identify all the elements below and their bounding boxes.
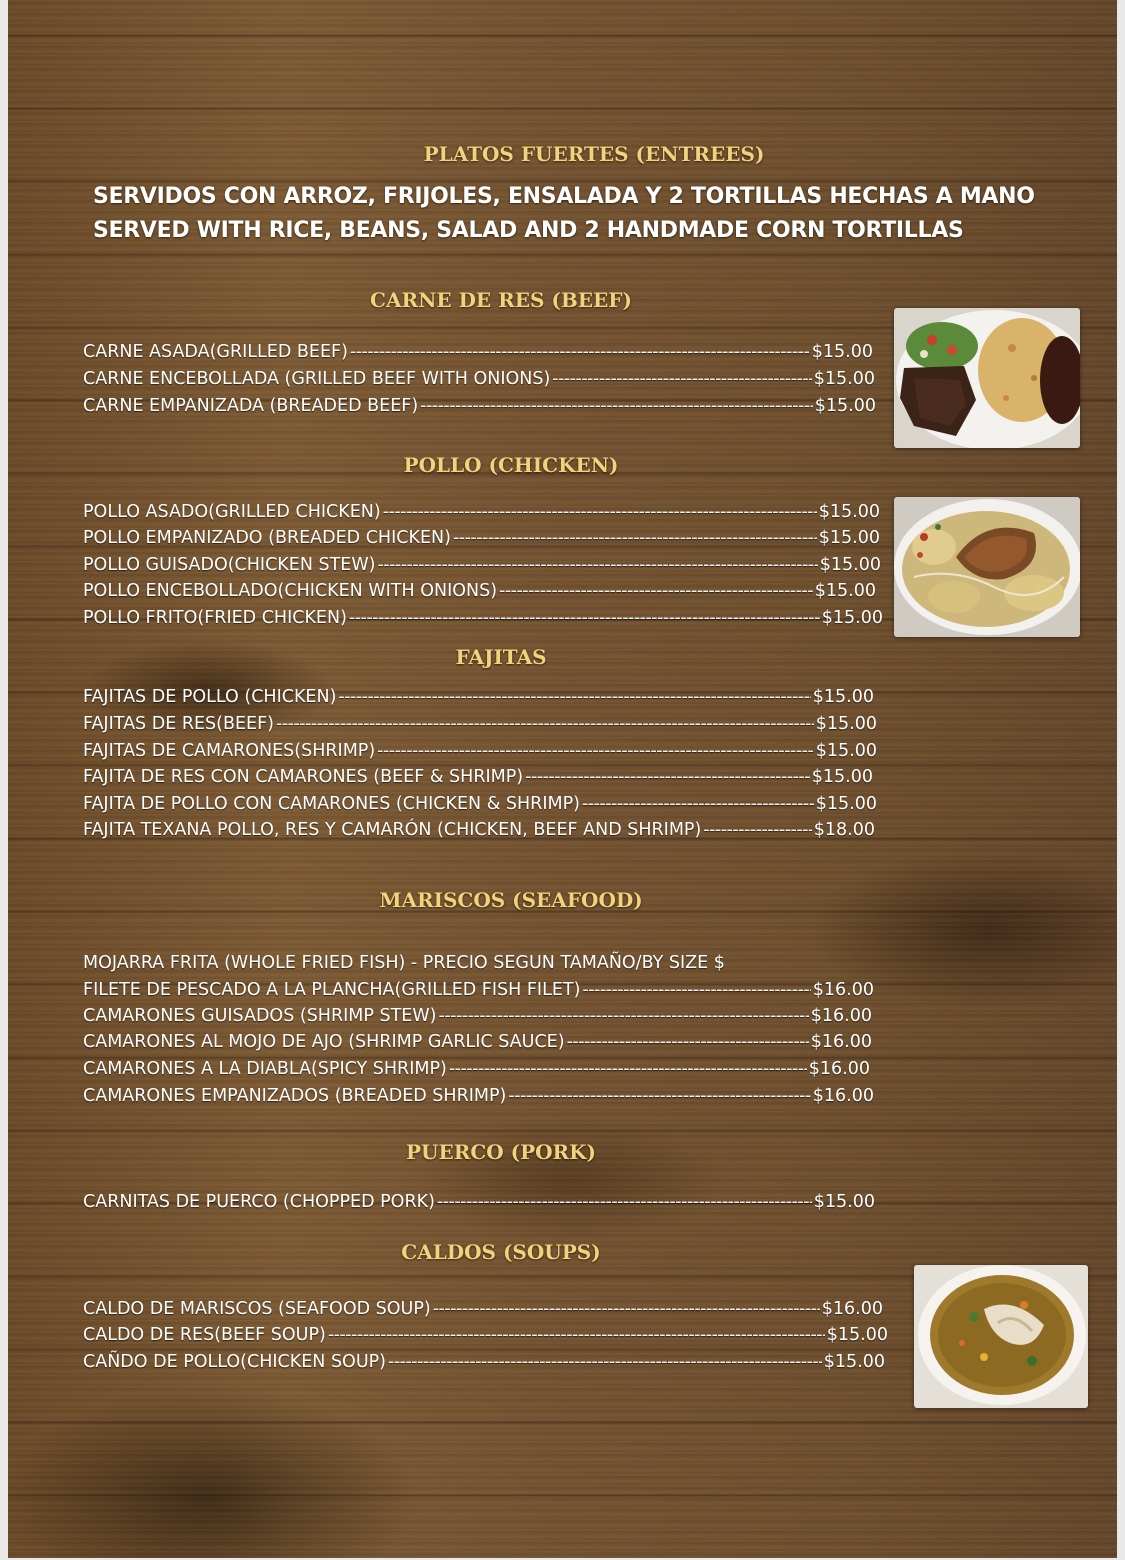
menu-item: CAMARONES GUISADOS (SHRIMP STEW) ----- $16.00 (83, 1003, 872, 1029)
section-title-beef: CARNE DE RES (BEEF) (370, 288, 632, 312)
menu-item: FILETE DE PESCADO A LA PLANCHA(GRILLED FISH FILET) ----- $16.00 (83, 977, 874, 1003)
menu-item-by-size: MOJARRA FRITA (WHOLE FRIED FISH) - PRECIO SEGUN TAMAÑO/BY SIZE $ (83, 953, 725, 973)
menu-item: POLLO ENCEBOLLADO(CHICKEN WITH ONIONS) ----- $15.00 (83, 578, 876, 604)
menu-item: CARNE EMPANIZADA (BREADED BEEF) ----- $15.00 (83, 393, 876, 419)
menu-item: CAÑDO DE POLLO(CHICKEN SOUP) ----- $15.00 (83, 1349, 885, 1375)
menu-item: POLLO ASADO(GRILLED CHICKEN) ----- $15.00 (83, 499, 880, 525)
intro-spanish: SERVIDOS CON ARROZ, FRIJOLES, ENSALADA Y 2 TORTILLAS HECHAS A MANO (93, 184, 1035, 209)
menu-item: CAMARONES EMPANIZADOS (BREADED SHRIMP) ----- $16.00 (83, 1083, 874, 1109)
entrees-title: PLATOS FUERTES (ENTREES) (423, 142, 765, 166)
menu-item: CAMARONES A LA DIABLA(SPICY SHRIMP) ----- $16.00 (83, 1056, 870, 1082)
menu-item: POLLO GUISADO(CHICKEN STEW) ----- $15.00 (83, 552, 881, 578)
menu-item: FAJITAS DE RES(BEEF) ----- $15.00 (83, 711, 877, 737)
menu-item: CARNITAS DE PUERCO (CHOPPED PORK) ----- $15.00 (83, 1189, 875, 1215)
menu-item: CALDO DE MARISCOS (SEAFOOD SOUP) ----- $16.00 (83, 1296, 883, 1322)
menu-item: FAJITAS DE POLLO (CHICKEN) ----- $15.00 (83, 684, 874, 710)
menu-item: CAMARONES AL MOJO DE AJO (SHRIMP GARLIC SAUCE) ----- $16.00 (83, 1029, 872, 1055)
section-title-seafood: MARISCOS (SEAFOOD) (379, 888, 643, 912)
chicken-plate-photo (894, 497, 1080, 637)
menu-item: CARNE ENCEBOLLADA (GRILLED BEEF WITH ONIONS) ----- $15.00 (83, 366, 875, 392)
menu-item: POLLO EMPANIZADO (BREADED CHICKEN) ----- $15.00 (83, 525, 880, 551)
section-title-pork: PUERCO (PORK) (405, 1140, 597, 1164)
intro-english: SERVED WITH RICE, BEANS, SALAD AND 2 HANDMADE CORN TORTILLAS (93, 218, 964, 243)
soup-bowl-image (914, 1265, 1088, 1408)
chicken-plate-image (894, 497, 1080, 637)
menu-page (8, 0, 1117, 1558)
menu-item: POLLO FRITO(FRIED CHICKEN) ----- $15.00 (83, 605, 883, 631)
beef-plate-photo (894, 308, 1080, 448)
section-title-fajitas: FAJITAS (455, 645, 547, 669)
menu-item: CALDO DE RES(BEEF SOUP) ----- $15.00 (83, 1322, 888, 1348)
menu-item: FAJITA TEXANA POLLO, RES Y CAMARÓN (CHICKEN, BEEF AND SHRIMP) ----- $18.00 (83, 817, 875, 843)
beef-plate-image (894, 308, 1080, 448)
menu-item: FAJITA DE RES CON CAMARONES (BEEF & SHRIMP) ----- $15.00 (83, 764, 873, 790)
soup-bowl-photo (914, 1265, 1088, 1408)
menu-item: CARNE ASADA(GRILLED BEEF) ----- $15.00 (83, 339, 873, 365)
menu-item: FAJITA DE POLLO CON CAMARONES (CHICKEN & SHRIMP) ----- $15.00 (83, 791, 877, 817)
menu-item: FAJITAS DE CAMARONES(SHRIMP) ----- $15.00 (83, 738, 877, 764)
section-title-chicken: POLLO (CHICKEN) (403, 453, 619, 477)
section-title-soups: CALDOS (SOUPS) (401, 1240, 601, 1264)
